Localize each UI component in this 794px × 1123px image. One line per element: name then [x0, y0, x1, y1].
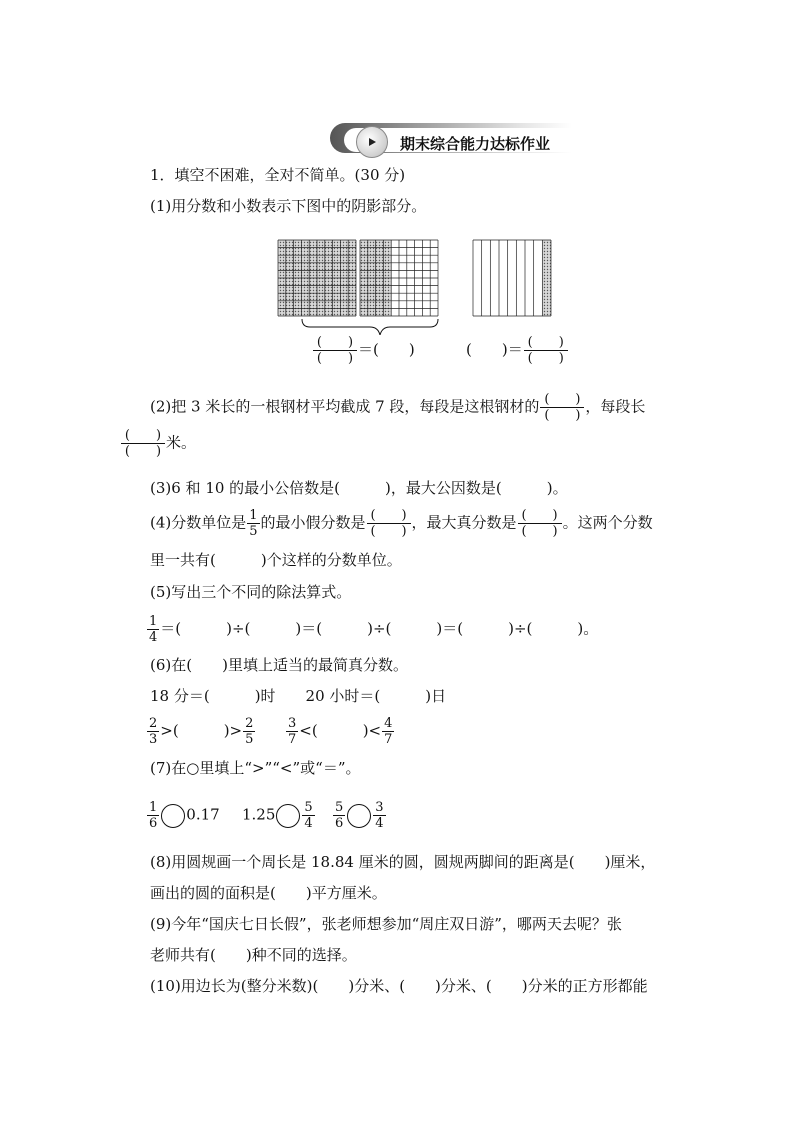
part-5-text: (5)写出三个不同的除法算式。	[150, 583, 352, 601]
part-4-line1: (4)分数单位是 $\frac{1}{5}$ 的最小假分数是 $\frac{( )}{( )}$ ，最大真分数是 $\frac{( )}{( )}$ 。这两个分数	[150, 508, 653, 539]
compare-circle[interactable]	[347, 804, 371, 828]
part-7-compare-3: $\frac{5}{6}$ $\frac{3}{4}$	[335, 800, 384, 831]
grid-fully-shaded	[278, 240, 356, 316]
part-6-text: (6)在( )里填上适当的最简真分数。	[150, 656, 408, 674]
part-7-compare-1: $\frac{1}{6}$ 0.17	[149, 800, 220, 831]
grid-partially-shaded	[360, 240, 438, 316]
compare-circle[interactable]	[161, 804, 185, 828]
part-2-line2: $\frac{( )}{( )}$ 米。	[120, 428, 196, 459]
brace	[302, 319, 438, 335]
part-1-text: (1)用分数和小数表示下图中的阴影部分。	[150, 197, 427, 215]
figure-answer-right: ( )＝ $\frac{( )}{( )}$	[466, 335, 569, 366]
part-6-inequality-2: $\frac{3}{7}$ <( )< $\frac{4}{7}$	[288, 716, 393, 747]
part-3-text: (3)6 和 10 的最小公倍数是( )，最大公因数是( )。	[150, 479, 568, 497]
compare-circle[interactable]	[276, 804, 300, 828]
part-4-line2: 里一共有( )个这样的分数单位。	[150, 551, 402, 569]
play-icon	[356, 126, 388, 158]
part-5-equation: $\frac{1}{4}$ ＝( )÷( )＝( )÷( )＝( )÷( )。	[149, 614, 599, 645]
part-10-line1: (10)用边长为(整分米数)( )分米、( )分米、( )分米的正方形都能	[150, 977, 648, 995]
figure-answer-left: $\frac{( )}{( )}$ ＝( )	[312, 335, 415, 366]
shaded-figure	[270, 235, 570, 335]
page-title: 期末综合能力达标作业	[400, 135, 551, 153]
part-7-text: (7)在○里填上“>”“<”或“＝”。	[150, 759, 361, 777]
part-7-compare-2: 1.25 $\frac{5}{4}$	[242, 800, 313, 831]
part-2-line1: (2)把 3 米长的一根钢材平均截成 7 段，每段是这根钢材的 $\frac{( )}{( )}$ ，每段长	[150, 392, 646, 423]
part-6-inequality-1: $\frac{2}{3}$ >( )> $\frac{2}{5}$	[149, 716, 254, 747]
part-8-line2: 画出的圆的面积是( )平方厘米。	[150, 884, 387, 902]
part-6-line1: 18 分＝( )时 20 小时＝( )日	[150, 687, 447, 705]
part-8-line1: (8)用圆规画一个周长是 18.84 厘米的圆，圆规两脚间的距离是( )厘米，	[150, 853, 656, 871]
strip-bar	[473, 240, 551, 316]
part-9-line2: 老师共有( )种不同的选择。	[150, 946, 357, 964]
part-9-line1: (9)今年“国庆七日长假”，张老师想参加“周庄双日游”，哪两天去呢？张	[150, 915, 622, 933]
question-1-heading: 1．填空不困难，全对不简单。(30 分)	[150, 166, 406, 184]
